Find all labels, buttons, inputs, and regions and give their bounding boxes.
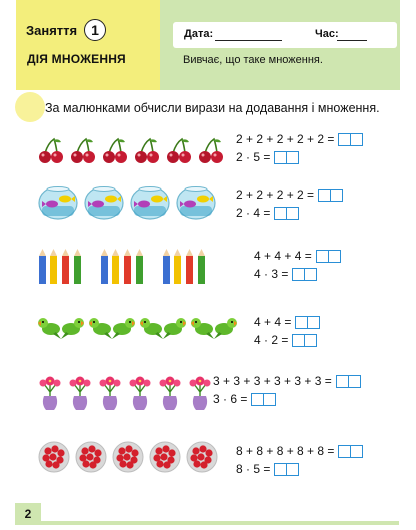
cherry-icon bbox=[166, 137, 192, 165]
fishbowl-icon bbox=[130, 184, 170, 220]
answer-boxes[interactable] bbox=[338, 133, 363, 146]
lesson-goal: Вивчає, що таке множення. bbox=[183, 54, 323, 66]
strawberry-plates-row bbox=[38, 441, 218, 473]
answer-box[interactable] bbox=[305, 334, 317, 347]
strawberry-plate-icon bbox=[75, 441, 107, 473]
flower-vase-icon bbox=[188, 372, 212, 412]
pencil-group-icon bbox=[162, 248, 208, 288]
flower-vase-icon bbox=[68, 372, 92, 412]
answer-box[interactable] bbox=[336, 375, 349, 388]
fishbowls-row bbox=[38, 184, 216, 220]
addition-equation bbox=[254, 315, 320, 329]
addition-equation bbox=[254, 249, 341, 263]
fishbowl-icon bbox=[38, 184, 78, 220]
answer-box[interactable] bbox=[349, 375, 361, 388]
flower-vase-icon bbox=[98, 372, 122, 412]
cherry-icon bbox=[38, 137, 64, 165]
parrot-pair-icon bbox=[140, 312, 186, 342]
answer-box[interactable] bbox=[264, 393, 276, 406]
parrot-pair-icon bbox=[38, 312, 84, 342]
multiplication-equation bbox=[213, 392, 276, 406]
answer-box[interactable] bbox=[316, 250, 329, 263]
parrot-pair-icon bbox=[89, 312, 135, 342]
addition-expression: 2 + 2 + 2 + 2 + 2 = bbox=[236, 132, 335, 146]
answer-boxes[interactable] bbox=[295, 316, 320, 329]
cherries-row bbox=[38, 137, 224, 165]
lesson-topic: ДІЯ МНОЖЕННЯ bbox=[27, 52, 126, 66]
answer-boxes[interactable] bbox=[292, 334, 317, 347]
multiplication-expression: 8 · 5 = bbox=[236, 462, 271, 476]
answer-box[interactable] bbox=[274, 207, 287, 220]
pencils-row bbox=[38, 248, 208, 288]
answer-box[interactable] bbox=[308, 316, 320, 329]
header-lesson-panel bbox=[16, 0, 160, 90]
answer-boxes[interactable] bbox=[336, 375, 361, 388]
addition-equation bbox=[236, 132, 363, 146]
multiplication-expression: 4 · 2 = bbox=[254, 333, 289, 347]
lesson-label: Заняття bbox=[26, 23, 78, 38]
answer-box[interactable] bbox=[287, 463, 299, 476]
answer-box[interactable] bbox=[351, 445, 363, 458]
page-number: 2 bbox=[15, 503, 41, 525]
task-marker bbox=[15, 92, 45, 122]
date-label: Дата: bbox=[184, 28, 214, 40]
answer-boxes[interactable] bbox=[316, 250, 341, 263]
cherry-icon bbox=[198, 137, 224, 165]
fishbowl-icon bbox=[176, 184, 216, 220]
addition-expression: 3 + 3 + 3 + 3 + 3 + 3 = bbox=[213, 374, 332, 388]
addition-equation bbox=[236, 444, 363, 458]
answer-box[interactable] bbox=[292, 268, 305, 281]
answer-boxes[interactable] bbox=[274, 463, 299, 476]
answer-box[interactable] bbox=[292, 334, 305, 347]
date-field-line bbox=[215, 40, 282, 41]
answer-box[interactable] bbox=[329, 250, 341, 263]
task-instruction: За малюнками обчисли вирази на додавання і множення. bbox=[45, 101, 380, 115]
pencil-group-icon bbox=[38, 248, 84, 288]
pencil-group-icon bbox=[100, 248, 146, 288]
addition-expression: 8 + 8 + 8 + 8 + 8 = bbox=[236, 444, 335, 458]
multiplication-equation bbox=[236, 206, 299, 220]
fishbowl-icon bbox=[84, 184, 124, 220]
strawberry-plate-icon bbox=[149, 441, 181, 473]
flower-vases-row bbox=[38, 372, 212, 412]
strawberry-plate-icon bbox=[112, 441, 144, 473]
multiplication-equation bbox=[236, 150, 299, 164]
multiplication-equation bbox=[254, 267, 317, 281]
parrots-row bbox=[38, 312, 237, 342]
answer-boxes[interactable] bbox=[318, 189, 343, 202]
answer-box[interactable] bbox=[287, 207, 299, 220]
answer-box[interactable] bbox=[331, 189, 343, 202]
lesson-number-badge: 1 bbox=[84, 19, 106, 41]
flower-vase-icon bbox=[158, 372, 182, 412]
strawberry-plate-icon bbox=[186, 441, 218, 473]
addition-expression: 4 + 4 + 4 = bbox=[254, 249, 312, 263]
multiplication-expression: 3 · 6 = bbox=[213, 392, 248, 406]
answer-box[interactable] bbox=[251, 393, 264, 406]
parrot-pair-icon bbox=[191, 312, 237, 342]
flower-vase-icon bbox=[128, 372, 152, 412]
multiplication-expression: 4 · 3 = bbox=[254, 267, 289, 281]
answer-boxes[interactable] bbox=[338, 445, 363, 458]
addition-expression: 2 + 2 + 2 + 2 = bbox=[236, 188, 315, 202]
flower-vase-icon bbox=[38, 372, 62, 412]
time-label: Час: bbox=[315, 28, 339, 40]
answer-box[interactable] bbox=[338, 133, 351, 146]
answer-box[interactable] bbox=[318, 189, 331, 202]
cherry-icon bbox=[102, 137, 128, 165]
answer-boxes[interactable] bbox=[274, 151, 299, 164]
answer-box[interactable] bbox=[338, 445, 351, 458]
answer-boxes[interactable] bbox=[292, 268, 317, 281]
answer-boxes[interactable] bbox=[251, 393, 276, 406]
multiplication-equation bbox=[254, 333, 317, 347]
footer-bar bbox=[41, 521, 399, 525]
addition-equation bbox=[236, 188, 343, 202]
answer-boxes[interactable] bbox=[274, 207, 299, 220]
addition-expression: 4 + 4 = bbox=[254, 315, 292, 329]
addition-equation bbox=[213, 374, 361, 388]
strawberry-plate-icon bbox=[38, 441, 70, 473]
multiplication-expression: 2 · 4 = bbox=[236, 206, 271, 220]
answer-box[interactable] bbox=[274, 151, 287, 164]
time-field-line bbox=[337, 40, 367, 41]
answer-box[interactable] bbox=[295, 316, 308, 329]
answer-box[interactable] bbox=[274, 463, 287, 476]
multiplication-equation bbox=[236, 462, 299, 476]
answer-box[interactable] bbox=[351, 133, 363, 146]
answer-box[interactable] bbox=[305, 268, 317, 281]
answer-box[interactable] bbox=[287, 151, 299, 164]
cherry-icon bbox=[134, 137, 160, 165]
multiplication-expression: 2 · 5 = bbox=[236, 150, 271, 164]
cherry-icon bbox=[70, 137, 96, 165]
